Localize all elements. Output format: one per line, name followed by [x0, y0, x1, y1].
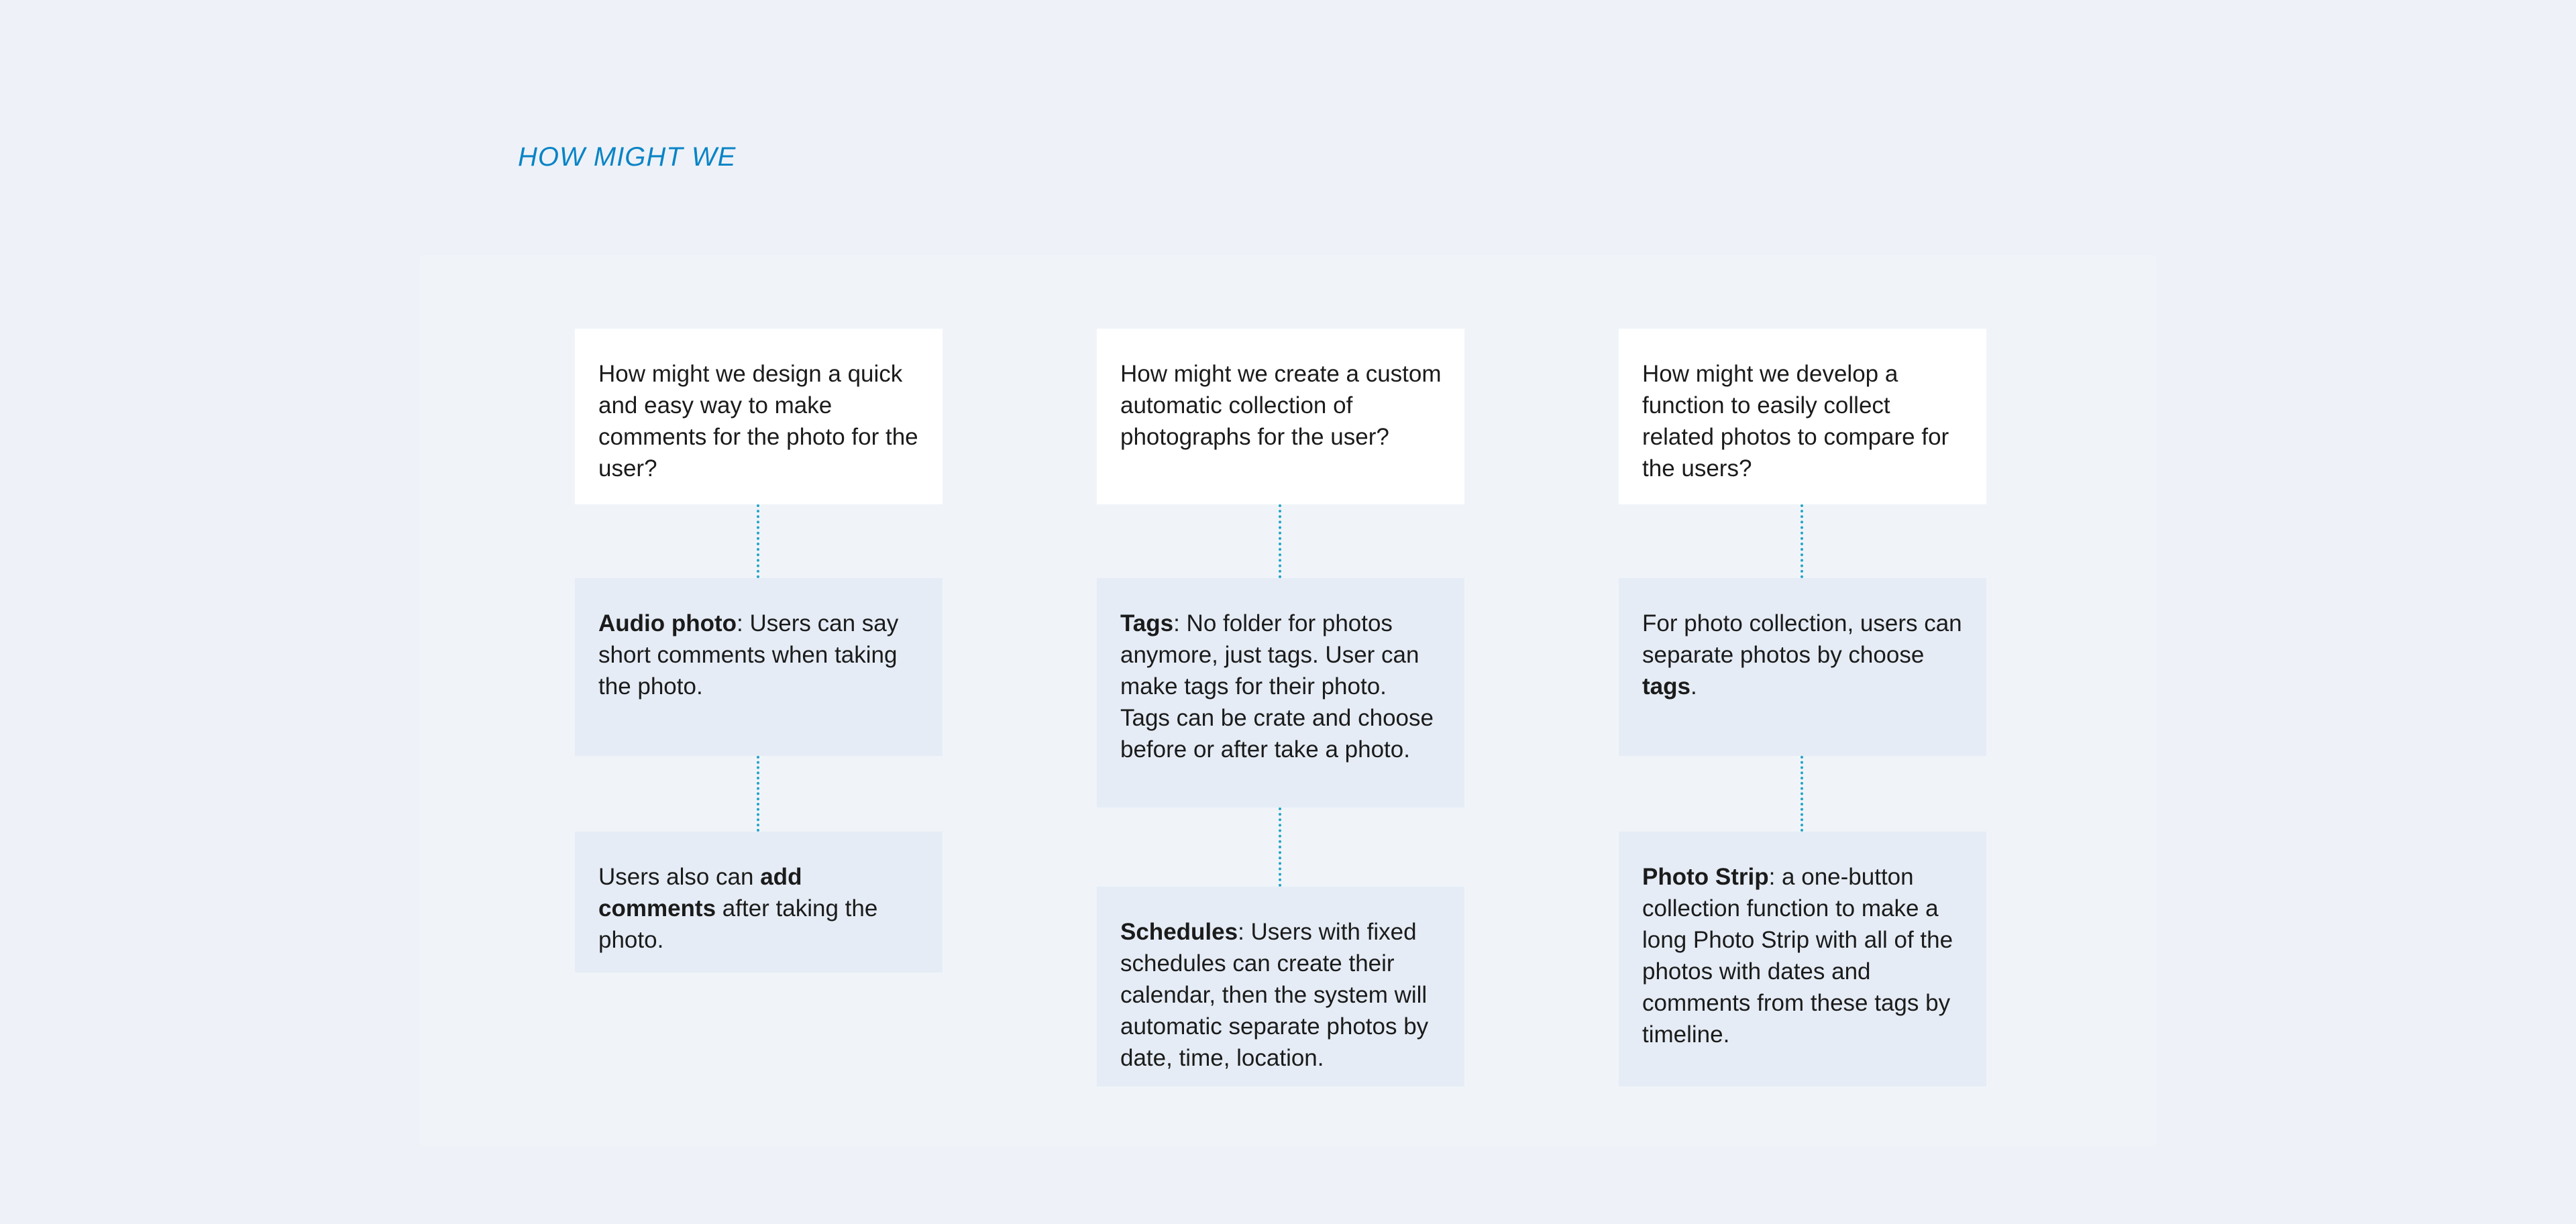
idea-keyword: Schedules	[1120, 919, 1238, 945]
idea-card	[1619, 578, 1986, 756]
hmw-column-comments	[575, 329, 943, 1083]
idea-keyword: Tags	[1120, 610, 1174, 636]
idea-card	[1619, 832, 1986, 1087]
idea-description: : No folder for photos anymore, just tags. User can make tags for their photo. Tags can be crate and choose before or after take a photo.	[1120, 610, 1434, 763]
idea-prefix: For photo collection, users can separate photos by choose	[1642, 610, 1962, 668]
page-title: HOW MIGHT WE	[518, 142, 737, 172]
idea-card	[575, 832, 943, 972]
idea-card	[1097, 578, 1464, 808]
idea-card	[575, 578, 943, 756]
dotted-connector	[1801, 756, 1803, 832]
idea-description: : Users can say short comments when taking the photo.	[598, 610, 899, 700]
idea-description: : Users with fixed schedules can create their calendar, then the system will automatic separate photos by date, time, location.	[1120, 919, 1429, 1071]
question-card	[1619, 329, 1986, 504]
idea-keyword: Photo Strip	[1642, 864, 1769, 890]
dotted-connector	[1801, 504, 1803, 578]
idea-keyword: tags	[1642, 673, 1690, 700]
hmw-column-compare	[1619, 329, 1986, 1083]
idea-card	[1097, 887, 1464, 1087]
question-text: How might we develop a function to easily collect related photos to compare for the users?	[1642, 361, 1949, 482]
question-text: How might we design a quick and easy way to make comments for the photo for the user?	[598, 361, 918, 482]
dotted-connector	[1279, 504, 1281, 578]
question-card	[575, 329, 943, 504]
idea-prefix: Users also can	[598, 864, 761, 890]
dotted-connector	[757, 756, 759, 832]
idea-description: .	[1690, 673, 1697, 700]
question-card	[1097, 329, 1464, 504]
idea-keyword: Audio photo	[598, 610, 737, 636]
idea-keyword: add comments	[598, 864, 802, 922]
idea-description: : a one-button collection function to make a long Photo Strip with all of the photos with dates and comments from these tags by timeline.	[1642, 864, 1953, 1048]
idea-description: after taking the photo.	[598, 895, 878, 953]
question-text: How might we create a custom automatic collection of photographs for the user?	[1120, 361, 1442, 450]
dotted-connector	[1279, 808, 1281, 887]
hmw-column-collection	[1097, 329, 1464, 1083]
dotted-connector	[757, 504, 759, 578]
